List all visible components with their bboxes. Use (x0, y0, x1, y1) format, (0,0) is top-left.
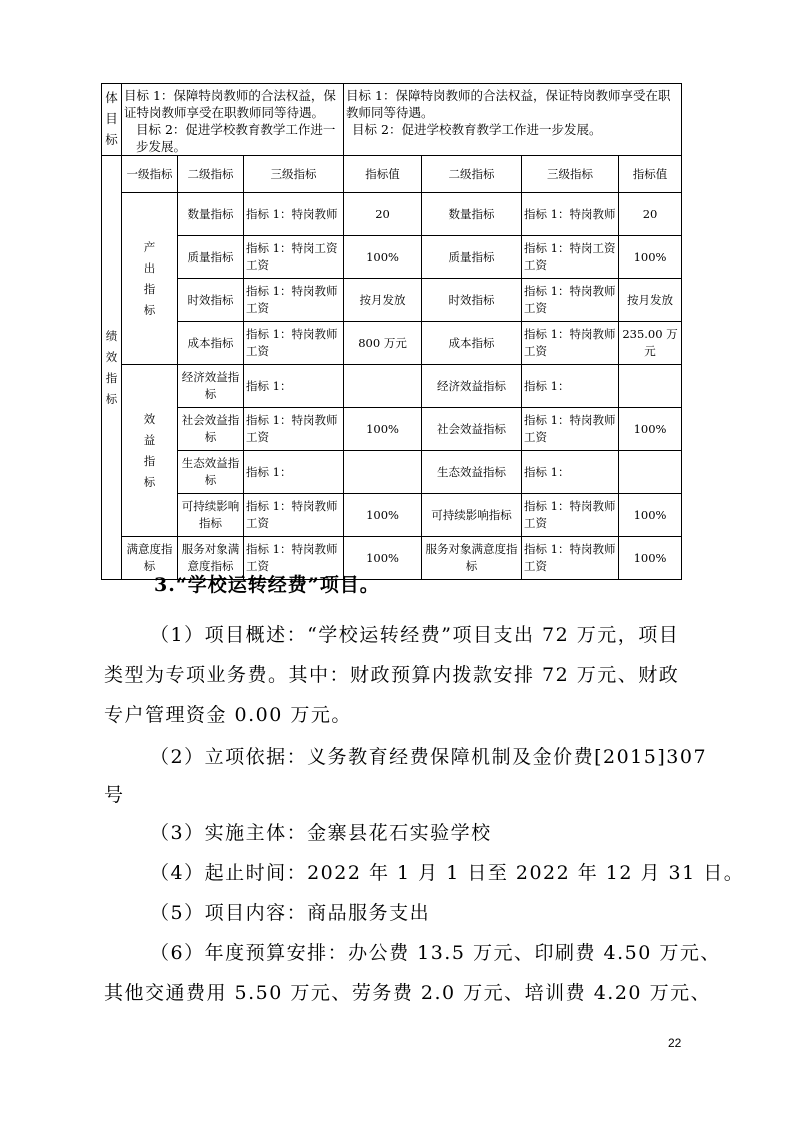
goal-row (102, 84, 682, 156)
level2-cell: 时效指标 (178, 279, 244, 322)
level3-cell: 指标 1： (522, 365, 619, 408)
level3-cell: 指标 1： (244, 365, 344, 408)
paragraph-line: 号 (104, 784, 125, 806)
header-cell: 指标值 (344, 156, 422, 193)
table-row (102, 322, 682, 365)
value-cell: 按月发放 (619, 279, 682, 322)
table-row (102, 451, 682, 494)
level2-cell: 服务对象满意度指标 (422, 537, 522, 580)
level3-cell: 指标 1：特岗教师工资 (244, 408, 344, 451)
value-cell: 100% (619, 408, 682, 451)
level3-cell: 指标 1：特岗教师工资 (244, 494, 344, 537)
level2-cell: 可持续影响指标 (422, 494, 522, 537)
value-cell: 100% (344, 236, 422, 279)
paragraph-line: 类型为专项业务费。其中：财政预算内拨款安排 72 万元、财政 (104, 664, 680, 686)
value-cell: 20 (619, 193, 682, 236)
level2-cell: 数量指标 (422, 193, 522, 236)
table-row (102, 408, 682, 451)
page-number: 22 (668, 1036, 682, 1050)
level3-cell: 指标 1：特岗教师工资 (244, 537, 344, 580)
paragraph-line: （6）年度预算安排：办公费 13.5 万元、印刷费 4.50 万元、 (150, 942, 721, 964)
group-satisfaction-label: 满意度指标 (122, 537, 178, 580)
value-cell: 20 (344, 193, 422, 236)
level3-cell: 指标 1：特岗教师 (244, 193, 344, 236)
level2-cell: 社会效益指标 (422, 408, 522, 451)
paragraph-line: 专户管理资金 0.00 万元。 (104, 704, 352, 726)
paragraph-line: （4）起止时间：2022 年 1 月 1 日至 2022 年 12 月 31 日。 (150, 862, 745, 884)
value-cell: 100% (619, 537, 682, 580)
value-cell: 100% (344, 494, 422, 537)
level2-cell: 服务对象满意度指标 (178, 537, 244, 580)
table-row (102, 365, 682, 408)
performance-target-table (101, 83, 682, 580)
group-benefit-label: 效 益 指 标 (122, 365, 178, 537)
perf-label: 绩 效 指 标 (102, 156, 122, 580)
header-cell: 指标值 (619, 156, 682, 193)
goal-left: 目标 1：保障特岗教师的合法权益，保证特岗教师享受在职教师同等待遇。 目标 2：促进学校教育教学工作进一步发展。 (122, 84, 344, 156)
level3-cell: 指标 1： (244, 451, 344, 494)
level2-cell: 时效指标 (422, 279, 522, 322)
table-row (102, 279, 682, 322)
level2-cell: 生态效益指标 (178, 451, 244, 494)
section-heading: 3.“学校运转经费”项目。 (154, 574, 380, 596)
paragraph-line: （3）实施主体：金寨县花石实验学校 (150, 822, 492, 844)
value-cell: 800 万元 (344, 322, 422, 365)
paragraph-line: （1）项目概述：“学校运转经费”项目支出 72 万元，项目 (150, 624, 680, 646)
value-cell: 100% (344, 408, 422, 451)
value-cell: 235.00 万元 (619, 322, 682, 365)
level3-cell: 指标 1： (522, 451, 619, 494)
level3-cell: 指标 1：特岗教师工资 (244, 279, 344, 322)
paragraph-line: 其他交通费用 5.50 万元、劳务费 2.0 万元、培训费 4.20 万元、 (104, 982, 712, 1004)
level3-cell: 指标 1：特岗教师工资 (522, 279, 619, 322)
table-row (102, 236, 682, 279)
value-cell: 100% (344, 537, 422, 580)
goal-right: 目标 1：保障特岗教师的合法权益，保证特岗教师享受在职教师同等待遇。 目标 2：促进学校教育教学工作进一步发展。 (344, 84, 682, 156)
header-cell: 三级指标 (244, 156, 344, 193)
level2-cell: 生态效益指标 (422, 451, 522, 494)
level2-cell: 成本指标 (422, 322, 522, 365)
header-cell: 一级指标 (122, 156, 178, 193)
level3-cell: 指标 1：特岗工资工资 (522, 236, 619, 279)
level2-cell: 质量指标 (422, 236, 522, 279)
level2-cell: 经济效益指标 (178, 365, 244, 408)
level3-cell: 指标 1：特岗教师工资 (522, 537, 619, 580)
value-cell (619, 451, 682, 494)
level3-cell: 指标 1：特岗教师 (522, 193, 619, 236)
level3-cell: 指标 1：特岗教师工资 (522, 408, 619, 451)
header-cell: 二级指标 (422, 156, 522, 193)
level2-cell: 数量指标 (178, 193, 244, 236)
group-output-label: 产 出 指 标 (122, 193, 178, 365)
table-row (102, 193, 682, 236)
value-cell: 按月发放 (344, 279, 422, 322)
value-cell (619, 365, 682, 408)
goal-label: 体 目 标 (102, 84, 122, 156)
header-row (102, 156, 682, 193)
table-row (102, 494, 682, 537)
level2-cell: 经济效益指标 (422, 365, 522, 408)
paragraph-line: （5）项目内容：商品服务支出 (150, 902, 431, 924)
level2-cell: 社会效益指标 (178, 408, 244, 451)
level3-cell: 指标 1：特岗教师工资 (244, 322, 344, 365)
level2-cell: 可持续影响指标 (178, 494, 244, 537)
value-cell (344, 451, 422, 494)
header-cell: 二级指标 (178, 156, 244, 193)
level2-cell: 质量指标 (178, 236, 244, 279)
value-cell: 100% (619, 236, 682, 279)
paragraph-line: （2）立项依据：义务教育经费保障机制及金价费[2015]307 (150, 746, 708, 768)
level2-cell: 成本指标 (178, 322, 244, 365)
level3-cell: 指标 1：特岗工资工资 (244, 236, 344, 279)
header-cell: 三级指标 (522, 156, 619, 193)
value-cell (344, 365, 422, 408)
value-cell: 100% (619, 494, 682, 537)
level3-cell: 指标 1：特岗教师工资 (522, 322, 619, 365)
level3-cell: 指标 1：特岗教师工资 (522, 494, 619, 537)
